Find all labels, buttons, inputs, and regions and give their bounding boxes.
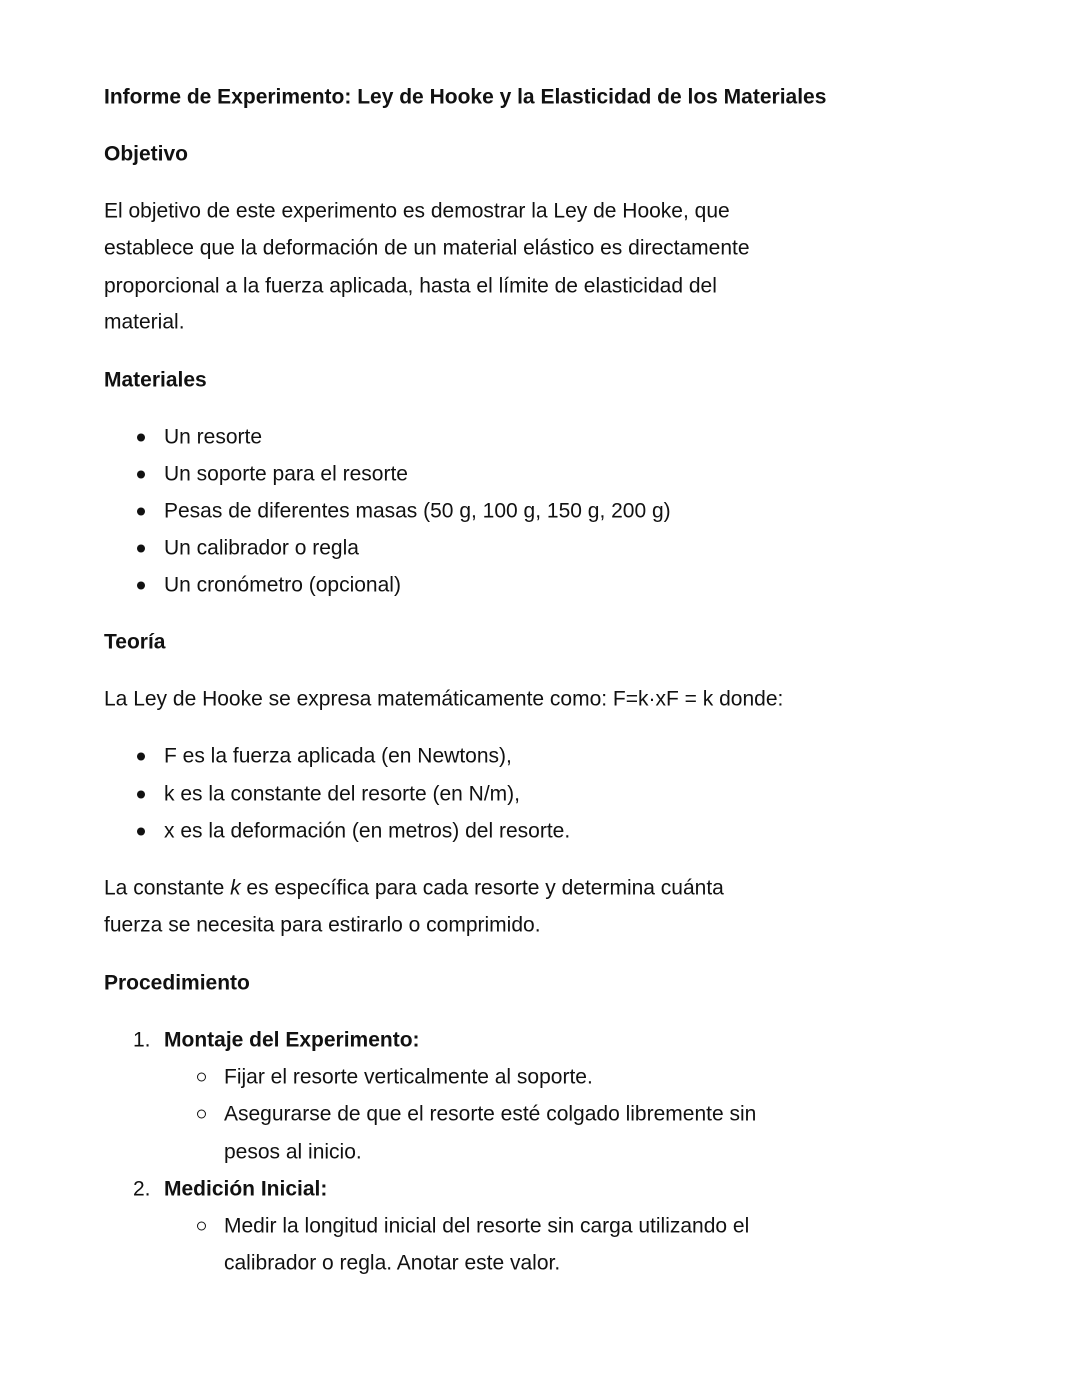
k-italic: k (230, 876, 241, 900)
heading-procedimiento: Procedimiento (104, 971, 250, 995)
paragraph-line: fuerza se necesita para estirarlo o comprimido. (104, 913, 541, 937)
sub-item: Medir la longitud inicial del resorte sin carga utilizando el (224, 1208, 749, 1245)
heading-teoria: Teoría (104, 630, 166, 654)
list-item: k es la constante del resorte (en N/m), (164, 776, 520, 813)
step-number: 2. (133, 1177, 151, 1201)
paragraph-line (104, 870, 724, 907)
paragraph-line: establece que la deformación de un material elástico es directamente (104, 236, 750, 260)
heading-materiales: Materiales (104, 368, 207, 392)
list-item: Un cronómetro (opcional) (164, 567, 401, 604)
heading-objetivo: Objetivo (104, 142, 189, 166)
sub-item: Fijar el resorte verticalmente al soporte. (224, 1059, 593, 1096)
formula-line: La Ley de Hooke se expresa matemáticamente como: F=k·xF = k donde: (104, 687, 784, 711)
step-number: 1. (133, 1028, 151, 1052)
list-item: x es la deformación (en metros) del resorte. (164, 813, 570, 850)
sub-item-continued: pesos al inicio. (224, 1140, 362, 1164)
list-item: Pesas de diferentes masas (50 g, 100 g, 150 g, 200 g) (164, 493, 671, 530)
paragraph-line: El objetivo de este experimento es demostrar la Ley de Hooke, que (104, 199, 730, 223)
list-item: Un calibrador o regla (164, 530, 359, 567)
list-item: Un resorte (164, 419, 262, 456)
step-label: Montaje del Experimento: (164, 1028, 420, 1052)
document-title: Informe de Experimento: Ley de Hooke y la Elasticidad de los Materiales (104, 85, 827, 109)
paragraph-line: material. (104, 310, 185, 334)
list-item: F es la fuerza aplicada (en Newtons), (164, 738, 512, 775)
text: es específica para cada resorte y determina cuánta (240, 876, 724, 900)
sub-item: Asegurarse de que el resorte esté colgado libremente sin (224, 1096, 756, 1133)
paragraph-line: proporcional a la fuerza aplicada, hasta el límite de elasticidad del (104, 274, 717, 298)
sub-item-continued: calibrador o regla. Anotar este valor. (224, 1251, 561, 1275)
step-label: Medición Inicial: (164, 1177, 328, 1201)
step-title (133, 1022, 420, 1059)
text: La constante (104, 876, 231, 900)
step-title (133, 1171, 328, 1208)
list-item: Un soporte para el resorte (164, 456, 408, 493)
